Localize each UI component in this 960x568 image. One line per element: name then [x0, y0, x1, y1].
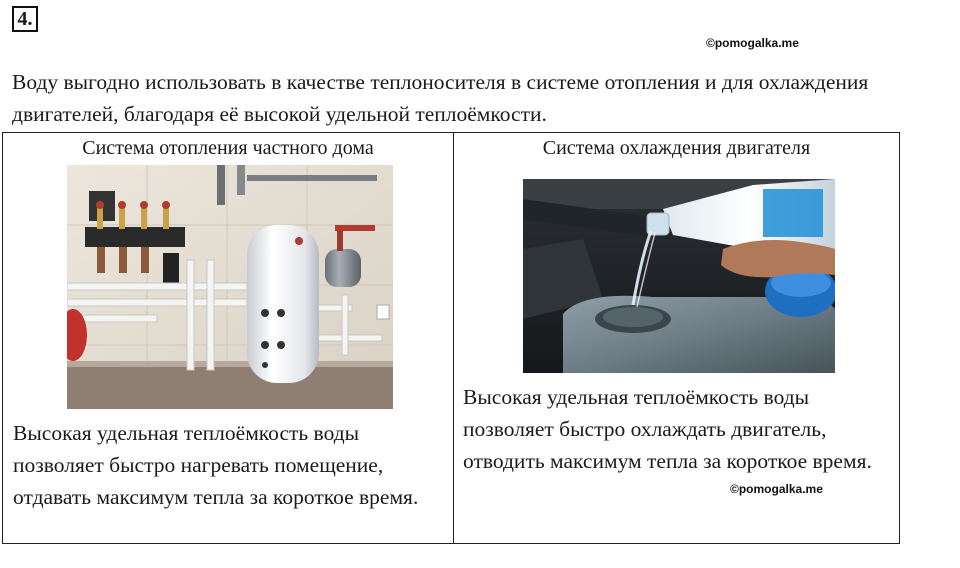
engine-cooling-description: Высокая удельная теплоёмкость воды позволяет быстро охлаждать двигатель, отводить максимум тепла за короткое время.	[463, 385, 872, 473]
engine-cooling-title: Система охлаждения двигателя	[542, 137, 811, 159]
heating-system-description: Высокая удельная теплоёмкость воды позволяет быстро нагревать помещение, отдавать максимум тепла за короткое время.	[13, 421, 419, 509]
watermark-cell: ©pomogalka.me	[730, 482, 823, 496]
task-number: 4.	[12, 6, 38, 32]
table-divider	[453, 133, 454, 543]
engine-cooling-photo	[523, 179, 835, 373]
heating-system-photo	[67, 165, 393, 409]
intro-text: Воду выгодно использовать в качестве теплоносителя в системе отопления и для охлаждения двигателей, благодаря её высокой удельной теплоёмкости.	[12, 70, 869, 126]
heating-system-title: Система отопления частного дома	[82, 137, 374, 159]
watermark-top: ©pomogalka.me	[706, 36, 799, 50]
